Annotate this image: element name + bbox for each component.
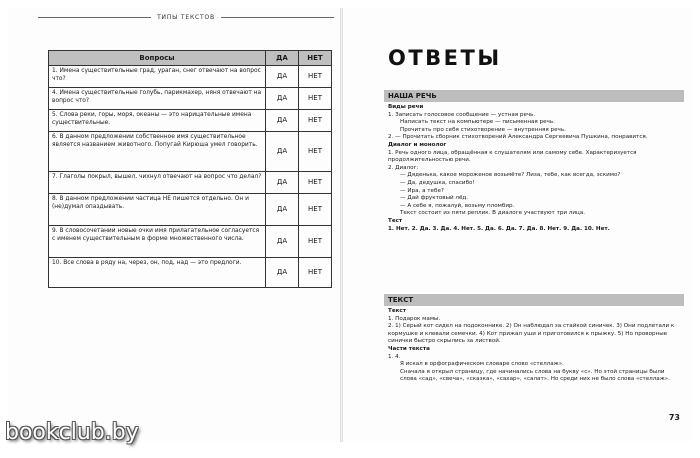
answer-line: 2. 1) Серый кот сидел на подоконнике. 2) Он наблюдал за стайкой синичек. 3) Они подлетали к кормушке и клевали семечки. 4) Кот прижал уши и приготовился к прыжку. 5) Но проворные синички быстро скрылись за листвой.	[388, 323, 675, 345]
running-head-text: ТИПЫ ТЕКСТОВ	[157, 13, 215, 21]
yes-option[interactable]: ДА	[266, 172, 299, 194]
quiz-table	[48, 50, 332, 288]
yes-option[interactable]: ДА	[266, 258, 299, 288]
answers-title: ОТВЕТЫ	[388, 46, 502, 70]
answer-line: Диалог и монолог	[388, 141, 447, 148]
question-cell: 7. Глаголы покрыл, вышел, чихнул отвечают на вопрос что делал?	[49, 172, 266, 194]
no-option[interactable]: НЕТ	[299, 110, 332, 132]
no-option[interactable]: НЕТ	[299, 88, 332, 110]
answer-line: Текст	[388, 308, 406, 314]
no-option[interactable]: НЕТ	[299, 66, 332, 88]
question-cell: 9. В словосочетании новые очки имя прилагательное согласуется с именем существительным в форме множественного числа.	[49, 226, 266, 258]
answer-line: — А себе я, пожалуй, возьму пломбир.	[400, 202, 515, 209]
section-heading-tekst: ТЕКСТ	[384, 294, 684, 306]
answer-line: Части текста	[388, 345, 430, 352]
table-row	[49, 66, 332, 88]
right-page	[348, 8, 692, 442]
running-head	[38, 8, 334, 26]
section-body-tekst	[388, 308, 680, 384]
question-cell: 6. В данном предложении собственное имя существительное является названием животного. Попугай Кирюша умел говорить.	[49, 132, 266, 172]
no-option[interactable]: НЕТ	[299, 226, 332, 258]
answer-line: 1. Подарок мамы.	[388, 315, 441, 322]
book-spread	[8, 8, 692, 442]
answer-line: Прочитать про себя стихотворение — внутренняя речь.	[400, 126, 566, 133]
yes-option[interactable]: ДА	[266, 226, 299, 258]
page-number: 73	[668, 413, 680, 422]
answer-line: 1. Записать голосовое сообщение — устная речь.	[388, 111, 536, 118]
question-cell: 4. Имена существительные голубь, парикмахер, няня отвечают на вопрос что?	[49, 88, 266, 110]
answer-line: Виды речи	[388, 104, 424, 110]
table-row	[49, 172, 332, 194]
answer-line: Текст состоит из пяти реплик. В диалоге участвуют три лица.	[400, 210, 586, 217]
answer-line: Я искал в орфографическом словаре слово «стеллаж».	[400, 361, 564, 368]
no-option[interactable]: НЕТ	[299, 258, 332, 288]
table-row	[49, 88, 332, 110]
questions-header: Вопросы	[49, 51, 266, 66]
book-gutter	[340, 8, 343, 442]
table-row	[49, 258, 332, 288]
answer-line: 2. Диалог:	[388, 164, 419, 171]
question-cell: 5. Слова реки, горы, моря, океаны — это нарицательные имена существительные.	[49, 110, 266, 132]
table-row	[49, 110, 332, 132]
answer-line: — Ира, а тебе?	[400, 187, 444, 194]
question-cell: 8. В данном предложении частица НЕ пишется отдельно. Он и (не)думал опаздывать.	[49, 194, 266, 226]
answer-line: — Дай фруктовый лёд.	[400, 195, 469, 202]
question-cell: 10. Все слова в ряду на, через, он, под, над — это предлоги.	[49, 258, 266, 288]
section-body-nasha-rech	[388, 104, 680, 233]
answer-line: 1. 4.	[388, 353, 401, 360]
question-cell: 1. Имена существительные град, ураган, снег отвечают на вопрос что?	[49, 66, 266, 88]
answer-line: 1. Речь одного лица, обращённая к слушателям или самому себе. Характеризуется продолжительностью речи.	[388, 149, 637, 164]
yes-option[interactable]: ДА	[266, 110, 299, 132]
table-header-row	[49, 51, 332, 66]
answer-line: 1. Нет. 2. Да. 3. Да. 4. Нет. 5. Да. 6. Да. 7. Да. 8. Нет. 9. Да. 10. Нет.	[388, 225, 610, 232]
answer-line: — Дяденька, какое мороженое возьмёте? Лиза, тебе, как всегда, эскимо?	[400, 172, 621, 179]
no-option[interactable]: НЕТ	[299, 132, 332, 172]
section-heading-nasha-rech: НАША РЕЧЬ	[384, 90, 684, 102]
no-header: НЕТ	[299, 51, 332, 66]
table-row	[49, 132, 332, 172]
watermark-logo: bookclub.by	[5, 420, 139, 445]
no-option[interactable]: НЕТ	[299, 172, 332, 194]
answer-line: Тест	[388, 217, 403, 224]
yes-header: ДА	[266, 51, 299, 66]
left-page	[8, 8, 348, 442]
answer-line: — Да, дедушка, спасибо!	[400, 179, 475, 186]
table-row	[49, 194, 332, 226]
answer-line: 2. — Прочитать сборник стихотворений Александра Сергеевича Пушкина, понравится.	[388, 134, 648, 141]
answer-line: Сначала я открыл страницу, где начинались слова на букву «с». Но этой страницы были слова «сад», «свеча», «сказка», «сахар», «салат». Но среди них не было слова «стеллаж».	[400, 368, 670, 383]
yes-option[interactable]: ДА	[266, 132, 299, 172]
yes-option[interactable]: ДА	[266, 88, 299, 110]
answer-line: Написать текст на компьютере — письменная речь.	[400, 119, 555, 126]
no-option[interactable]: НЕТ	[299, 194, 332, 226]
table-row	[49, 226, 332, 258]
yes-option[interactable]: ДА	[266, 194, 299, 226]
yes-option[interactable]: ДА	[266, 66, 299, 88]
